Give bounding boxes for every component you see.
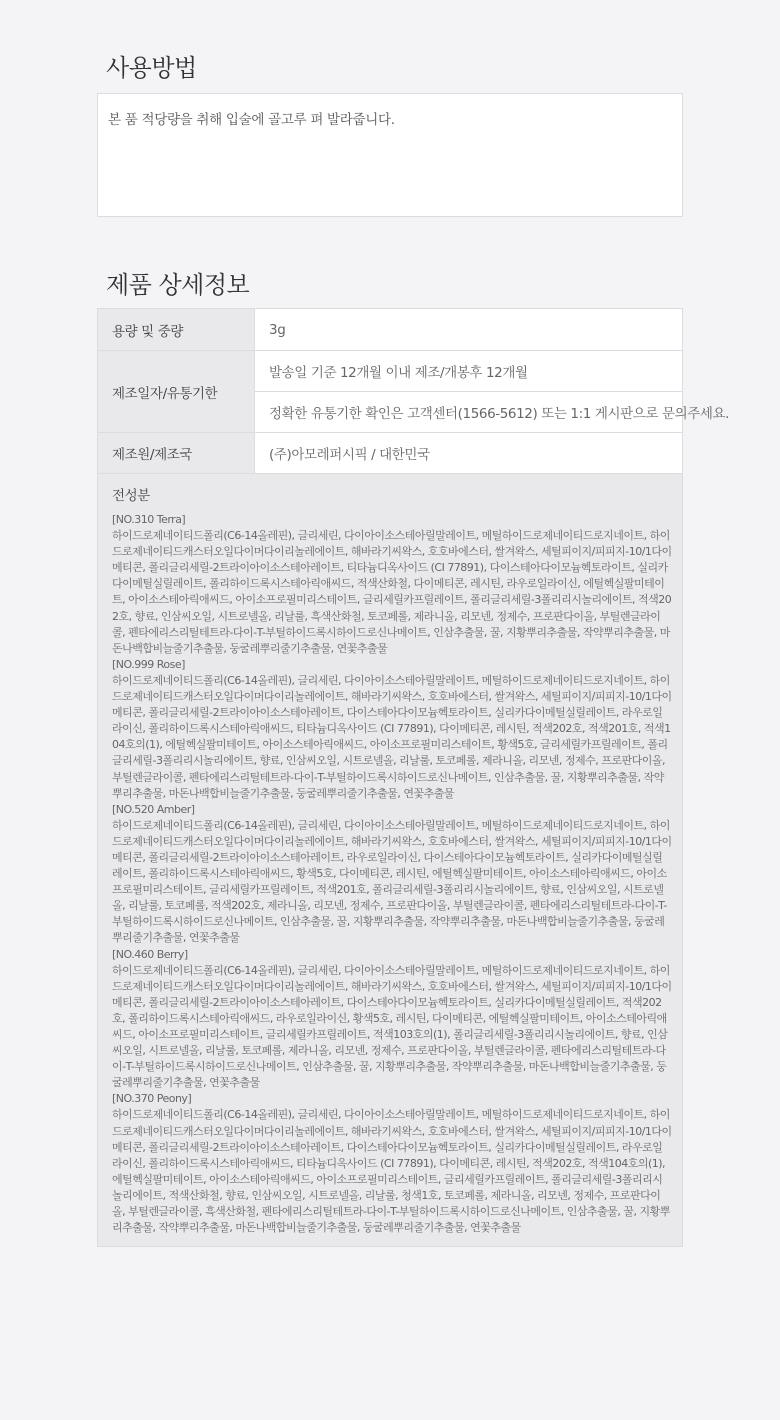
ingredient-group-amber [112,802,672,947]
ingredient-group-name: [NO.370 Peony] [112,1092,192,1106]
ingredient-group-terra [112,512,672,657]
detail-title: 제품 상세정보 [106,271,250,299]
manufacturer-label: 제조원/제조국 [98,433,255,474]
ingredient-group-text: 하이드로제네이티드폴리(C6-14올레핀), 글리세린, 다이아이소스테아릴말레이트, 메틸하이드로제네이티드로지네이트, 하이드로제네이티드캐스터오일다이머다이리놀레에이트, 해바라기씨왁스, 호호바에스터, 쌀겨왁스, 세틸피이지/피피지-10/1다이메티콘, 폴리글리세릴-2트라이아이소스테아레이트, 라우로일라이신, 다이스테아다이모늄헥토라이트, 실리카다이메틸실릴레이트, 폴리하이드록시스테아릭애씨드, 황색5호, 다이메티콘, 레시틴, 에틸헥실팔미테이트, 아이소스테아릭애씨드, 아이소프로필미리스테이트, 글리세릴카프릴레이트, 적색201호, 폴리글리세릴-3폴리리시놀리에이트, 향료, 인삼씨오일, 시트로넬올, 리날룰, 토코페롤, 적색202호, 제라니올, 리모넨, 정제수, 프로판다이올, 부틸렌글라이콜, 펜타에리스리틸테트라-다이-T-부틸하이드록시하이드로신나메이트, 인삼추출물, 꿀, 지황뿌리추출물, 작약뿌리추출물, 마돈나백합비늘줄기추출물, 둥굴레뿌리줄기추출물, 연꽃추출물 [112,818,672,945]
expiry-value: 발송일 기준 12개월 이내 제조/개봉후 12개월 [255,351,683,392]
ingredients-title: 전성분 [112,488,150,504]
ingredient-group-name: [NO.460 Berry] [112,947,188,961]
capacity-value: 3g [255,309,683,351]
ingredient-group-text: 하이드로제네이티드폴리(C6-14올레핀), 글리세린, 다이아이소스테아릴말레이트, 메틸하이드로제네이티드로지네이트, 하이드로제네이티드캐스터오일다이머다이리놀레에이트, 해바라기씨왁스, 호호바에스터, 쌀겨왁스, 세틸피이지/피피지-10/1다이메티콘, 폴리글리세릴-2트라이아이소스테아레이트, 다이스테아다이모늄헥토라이트, 실리카다이메틸실릴레이트, 라우로일라이신, 폴리하이드록시스테아릭애씨드, 티타늄디옥사이드 (CI 77891), 다이메티콘, 레시틴, 적색202호, 적색201호, 적색104호의(1), 에틸헥실팔미테이트, 아이소스테아릭애씨드, 아이소프로필미리스테이트, 황색5호, 글리세릴카프릴레이트, 폴리글리세릴-3폴리리시놀리에이트, 향료, 인삼씨오일, 시트로넬올, 리날룰, 토코페롤, 제라니올, 리모넨, 정제수, 프로판다이올, 부틸렌글라이콜, 펜타에리스리틸테트라-다이-T-부틸하이드록시하이드로신나메이트, 인삼추출물, 꿀, 지황뿌리추출물, 작약뿌리추출물, 마돈나백합비늘줄기추출물, 둥굴레뿌리줄기추출물, 연꽃추출물 [112,673,672,800]
ingredients-cell [98,474,683,1247]
manufacturer-value: (주)아모레퍼시픽 / 대한민국 [255,433,683,474]
usage-text: 본 품 적당량을 취해 입술에 골고루 펴 발라줍니다. [108,112,395,128]
table-row-capacity [98,309,683,351]
table-row-manufacturer [98,433,683,474]
ingredient-group-text: 하이드로제네이티드폴리(C6-14올레핀), 글리세린, 다이아이소스테아릴말레이트, 메틸하이드로제네이티드로지네이트, 하이드로제네이티드캐스터오일다이머다이리놀레에이트, 해바라기씨왁스, 호호바에스터, 쌀겨왁스, 세틸피이지/피피지-10/1다이메티콘, 폴리글리세릴-2트라이아이소스테아레이트, 티타늄디옥사이드 (CI 77891), 다이스테아다이모늄헥토라이트, 실리카다이메틸실릴레이트, 폴리하이드록시스테아릭애씨드, 적색산화철, 다이메티콘, 레시틴, 라우로일라이신, 에틸헥실팔미테이트, 아이소스테아릭애씨드, 아이소프로필미리스테이트, 글리세릴카프릴레이트, 폴리글리세릴-3폴리리시놀리에이트, 적색202호, 향료, 인삼씨오일, 시트로넬올, 리날룰, 흑색산화철, 토코페롤, 제라니올, 리모넨, 정제수, 프로판다이올, 부틸렌글라이콜, 펜타에리스리틸테트라-다이-T-부틸하이드록시하이드로신나메이트, 인삼추출물, 꿀, 지황뿌리추출물, 작약뿌리추출물, 마돈나백합비늘줄기추출물, 둥굴레뿌리줄기추출물, 연꽃추출물 [112,529,672,655]
ingredient-group-peony [112,1091,672,1236]
table-row-expiry [98,351,683,392]
usage-box [97,93,683,217]
usage-title: 사용방법 [106,54,197,82]
ingredient-group-name: [NO.310 Terra] [112,513,186,526]
ingredient-group-text: 하이드로제네이티드폴리(C6-14올레핀), 글리세린, 다이아이소스테아릴말레이트, 메틸하이드로제네이티드로지네이트, 하이드로제네이티드캐스터오일다이머다이리놀레에이트, 해바라기씨왁스, 호호바에스터, 쌀겨왁스, 세틸피이지/피피지-10/1다이메티콘, 폴리글리세릴-2트라이아이소스테아레이트, 다이스테아다이모늄헥토라이트, 실리카다이메틸실릴레이트, 적색202호, 폴리하이드록시스테아릭애씨드, 라우로일라이신, 황색5호, 레시틴, 다이메티콘, 에틸헥실팔미테이트, 아이소스테아릭애씨드, 아이소프로필미리스테이트, 글리세릴카프릴레이트, 적색103호의(1), 폴리글리세릴-3폴리리시놀리에이트, 향료, 인삼씨오일, 시트로넬올, 리날룰, 토코페롤, 제라니올, 리모넨, 정제수, 프로판다이올, 부틸렌글라이콜, 펜타에리스리틸테트라-다이-T-부틸하이드록시하이드로신나메이트, 인삼추출물, 꿀, 지황뿌리추출물, 작약뿌리추출물, 마돈나백합비늘줄기추출물, 둥굴레뿌리줄기추출물, 연꽃추출물 [112,963,672,1090]
expiry-note: 정확한 유통기한 확인은 고객센터(1566-5612) 또는 1:1 게시판으로 문의주세요. [255,392,683,433]
ingredient-group-rose [112,657,672,802]
ingredient-group-berry [112,947,672,1092]
ingredient-group-text: 하이드로제네이티드폴리(C6-14올레핀), 글리세린, 다이아이소스테아릴말레이트, 메틸하이드로제네이티드로지네이트, 하이드로제네이티드캐스터오일다이머다이리놀레에이트, 해바라기씨왁스, 호호바에스터, 쌀겨왁스, 세틸피이지/피피지-10/1다이메티콘, 폴리글리세릴-2트라이아이소스테아레이트, 다이스테아다이모늄헥토라이트, 실리카다이메틸실릴레이트, 라우로일라이신, 폴리하이드록시스테아릭애씨드, 티타늄디옥사이드 (CI 77891), 다이메티콘, 레시틴, 적색202호, 적색104호의(1), 에틸헥실팔미테이트, 아이소스테아릭애씨드, 아이소프로필미리스테이트, 글리세릴카프릴레이트, 폴리글리세릴-3폴리리시놀리에이트, 적색산화철, 향료, 인삼씨오일, 시트로넬올, 리날룰, 청색1호, 토코페롤, 제라니올, 리모넨, 정제수, 프로판다이올, 부틸렌글라이콜, 흑색산화철, 펜타에리스리틸테트라-다이-T-부틸하이드록시하이드로신나메이트, 인삼추출물, 꿀, 지황뿌리추출물, 작약뿌리추출물, 마돈나백합비늘줄기추출물, 둥굴레뿌리줄기추출물, 연꽃추출물 [112,1108,672,1235]
product-detail-table [97,308,730,1247]
capacity-label: 용량 및 중량 [98,309,255,351]
table-row-ingredients [98,474,683,1247]
expiry-label: 제조일자/유통기한 [98,351,255,433]
ingredient-group-name: [NO.999 Rose] [112,657,185,671]
ingredient-group-name: [NO.520 Amber] [112,802,195,816]
